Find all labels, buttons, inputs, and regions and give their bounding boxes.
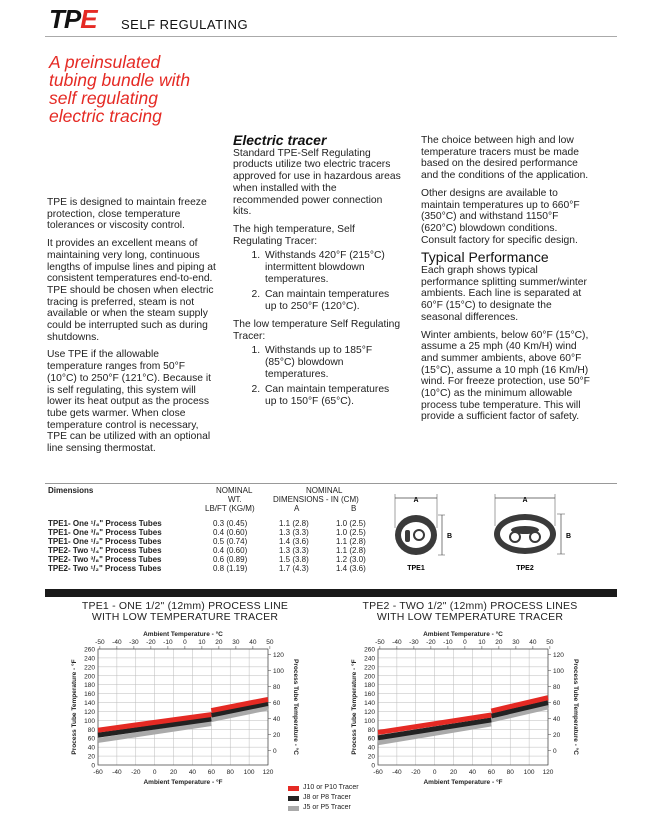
- c-top-tick-label: 30: [232, 639, 240, 646]
- y-tick-label: 40: [87, 744, 95, 752]
- tpe2-dim-a: A: [522, 497, 528, 504]
- table-row: TPE2- Two ³/₈" Process Tubes 0.6 (0.89) 1.5 (3.8) 1.2 (3.0): [48, 555, 366, 564]
- x-tick-label: -60: [93, 769, 103, 776]
- c-top-tick-label: 20: [495, 639, 503, 646]
- header-divider: [45, 36, 617, 37]
- header-wt: WT.: [228, 495, 242, 504]
- y-tick-label: 240: [84, 655, 95, 663]
- c-top-tick-label: 50: [266, 639, 274, 646]
- intro-paragraph: TPE is designed to maintain freeze protection, close temperature tolerances or viscosity control.: [47, 197, 207, 232]
- c-right-tick-label: 0: [553, 748, 557, 756]
- headline-line: electric tracing: [49, 106, 162, 126]
- y-tick-label: 20: [87, 753, 95, 761]
- c-right-tick-label: 120: [273, 651, 284, 659]
- intro-paragraph: It provides an excellent means of maintaining very long, continuous lengths of impulse lines and piping at consistent temperatures end-to-end. TPE should be chosen when electric tracing is preferred, steam is not available or when the steam supply could be interrupted such as during shutdowns.: [47, 238, 216, 343]
- c-top-tick-label: -30: [129, 639, 139, 646]
- low-temp-item: 1. Withstands up to 185°F (85°C) blowdown temperatures.: [263, 345, 403, 380]
- brand-logo: [49, 4, 97, 35]
- table-row: TPE1- One ¹/₂" Process Tubes 0.5 (0.74) 1.4 (3.6) 1.1 (2.8): [48, 537, 366, 546]
- legend-swatch: [288, 786, 299, 791]
- header-b: B: [351, 504, 357, 513]
- y-tick-label: 80: [87, 726, 95, 734]
- low-temp-label: The low temperature Self Regulating Tracer:: [233, 318, 401, 342]
- intro-column: [47, 197, 217, 461]
- other-designs-paragraph: Other designs are available to maintain temperatures up to 660°F (350°C) and withstand 1150°F (620°C) blowdown conditions. Consult factory for specific design.: [421, 187, 580, 246]
- x-tick-label: 100: [523, 769, 535, 776]
- chart2-title-line: TPE2 - TWO 1/2" (12mm) PROCESS LINES: [362, 600, 578, 612]
- c-right-tick-label: 100: [273, 667, 284, 675]
- c-top-tick-label: 50: [546, 639, 554, 646]
- y-tick-label: 180: [84, 682, 95, 690]
- x-tick-label: -20: [131, 769, 141, 776]
- graph-explain-paragraph: Each graph shows typical performance splitting summer/winter ambients. Each line is separated at 60°F (15°C) to designate the seasonal differences.: [421, 265, 587, 323]
- x-axis-label: Ambient Temperature - °F: [423, 779, 503, 786]
- typical-performance-heading: Typical Performance: [421, 249, 549, 266]
- x-tick-label: -40: [112, 769, 122, 776]
- table-row: TPE2- Two ¹/₂" Process Tubes 0.8 (1.19) 1.7 (4.3) 1.4 (3.6): [48, 564, 366, 573]
- brand-subtitle: SELF REGULATING: [121, 17, 249, 32]
- c-right-tick-label: 60: [273, 700, 281, 708]
- c-top-tick-label: -10: [443, 639, 453, 646]
- high-temp-item: 2. Can maintain temperatures up to 250°F (120°C).: [263, 289, 403, 312]
- x-tick-label: 120: [542, 769, 554, 776]
- c-top-tick-label: -50: [375, 639, 385, 646]
- tpe1-label: TPE1: [407, 565, 425, 572]
- low-temp-item: 2. Can maintain temperatures up to 150°F (65°C).: [263, 384, 403, 407]
- y-right-axis-label: Process Tube Temperature - °C: [572, 659, 579, 755]
- section-divider: [45, 483, 617, 484]
- tpe1-diagram: [395, 494, 452, 572]
- x-tick-label: 40: [188, 769, 197, 776]
- y-tick-label: 120: [364, 708, 375, 716]
- x-tick-label: 20: [449, 769, 458, 776]
- x-top-axis-label: Ambient Temperature - °C: [423, 631, 503, 638]
- x-tick-label: 0: [432, 769, 437, 776]
- y-tick-label: 40: [367, 744, 375, 752]
- y-tick-label: 140: [364, 700, 375, 708]
- c-right-tick-label: 40: [553, 716, 561, 724]
- headline-line: A preinsulated: [49, 52, 161, 72]
- header-nominal-dim: NOMINAL: [306, 486, 343, 495]
- y-tick-label: 160: [364, 691, 375, 699]
- c-top-tick-label: -50: [95, 639, 105, 646]
- c-top-tick-label: -20: [146, 639, 156, 646]
- x-axis-label: Ambient Temperature - °F: [143, 779, 223, 786]
- chart2: [330, 625, 600, 797]
- x-tick-label: -40: [392, 769, 402, 776]
- y-tick-label: 220: [84, 664, 95, 672]
- legend-swatch: [288, 796, 299, 801]
- chart1-title-line: TPE1 - ONE 1/2" (12mm) PROCESS LINE: [81, 600, 289, 612]
- x-top-axis-label: Ambient Temperature - °C: [143, 631, 223, 638]
- legend-label: J10 or P10 Tracer: [303, 784, 359, 791]
- chart2-title-line: WITH LOW TEMPERATURE TRACER: [376, 611, 564, 623]
- y-tick-label: 200: [84, 673, 95, 681]
- c-right-tick-label: 100: [553, 667, 564, 675]
- y-tick-label: 0: [371, 762, 375, 770]
- c-top-tick-label: -20: [426, 639, 436, 646]
- c-top-tick-label: 40: [249, 639, 257, 646]
- header-dimensions: DIMENSIONS - IN (CM): [273, 495, 359, 504]
- y-tick-label: 260: [84, 646, 95, 654]
- c-top-tick-label: 40: [529, 639, 537, 646]
- tpe2-label: TPE2: [516, 565, 534, 572]
- c-right-tick-label: 40: [273, 716, 281, 724]
- header-lbft: LB/FT (KG/M): [205, 504, 255, 513]
- dimensions-table: [48, 486, 388, 581]
- table-row: TPE1- One ³/₈" Process Tubes 0.4 (0.60) 1.3 (3.3) 1.0 (2.5): [48, 528, 366, 537]
- y-tick-label: 100: [364, 717, 375, 725]
- x-tick-label: -20: [411, 769, 421, 776]
- chart2-title: [330, 601, 610, 623]
- x-tick-label: 80: [506, 769, 514, 776]
- legend-label: J5 or P5 Tracer: [303, 804, 351, 811]
- tpe2-dim-b: B: [566, 533, 572, 540]
- c-top-tick-label: -40: [112, 639, 122, 646]
- intro-paragraph: Use TPE if the allowable temperature ranges from 50°F (10°C) to 250°F (121°C). Because it is self regulating, this system will lower its heat output as the process tube gets warmer. When close temperature control is necessary, TPE can be utilized with an optional line sensing thermostat.: [47, 349, 212, 455]
- c-top-tick-label: 10: [478, 639, 486, 646]
- headline: [49, 53, 224, 125]
- y-tick-label: 120: [84, 708, 95, 716]
- low-temp-list: [233, 345, 403, 408]
- y-tick-label: 60: [367, 735, 375, 743]
- c-top-tick-label: -10: [163, 639, 173, 646]
- x-tick-label: 40: [468, 769, 477, 776]
- chart1: [50, 625, 320, 797]
- legend-label: J8 or P8 Tracer: [303, 794, 351, 801]
- table-row: TPE2- Two ¹/₄" Process Tubes 0.4 (0.60) 1.3 (3.3) 1.1 (2.8): [48, 546, 366, 555]
- y-tick-label: 0: [91, 762, 95, 770]
- y-axis-label: Process Tube Temperature - °F: [351, 659, 358, 755]
- ambient-paragraph: Winter ambients, below 60°F (15°C), assume a 25 mph (40 Km/H) wind and summer ambients, above 60°F (15°C), assume a 10 mph (16 Km/H) wind. For freeze protection, use 50°F (10°C) as the minimum allowable process tube temperature. This will provide a sufficient factor of safety.: [421, 329, 590, 423]
- c-top-tick-label: 20: [215, 639, 223, 646]
- electric-tracer-intro: Standard TPE-Self Regulating products utilize two electric tracers approved for use in hazardous areas when installed with the recommended power connection kits.: [233, 147, 401, 218]
- chart1-title-line: WITH LOW TEMPERATURE TRACER: [91, 611, 279, 623]
- high-temp-label: The high temperature, Self Regulating Tracer:: [233, 223, 355, 247]
- y-tick-label: 100: [84, 717, 95, 725]
- dimensions-title: Dimensions: [48, 486, 94, 495]
- x-tick-label: 100: [243, 769, 255, 776]
- y-tick-label: 240: [364, 655, 375, 663]
- x-tick-label: 0: [152, 769, 157, 776]
- c-right-tick-label: 20: [553, 732, 561, 740]
- tpe1-dim-a: A: [413, 497, 419, 504]
- y-tick-label: 140: [84, 700, 95, 708]
- electric-tracer-column: [233, 132, 403, 414]
- c-top-tick-label: 30: [512, 639, 520, 646]
- choice-paragraph: The choice between high and low temperature tracers must be made based on the desired performance and the conditions of the application.: [421, 135, 589, 182]
- c-top-tick-label: 0: [183, 639, 187, 646]
- charts-top-bar: [45, 589, 617, 597]
- x-tick-label: 80: [226, 769, 234, 776]
- c-right-tick-label: 60: [553, 700, 561, 708]
- headline-line: tubing bundle with: [49, 70, 191, 90]
- brand-main: TP: [49, 4, 81, 34]
- header-nominal-wt: NOMINAL: [216, 486, 253, 495]
- legend-swatch: [288, 806, 299, 811]
- headline-line: self regulating: [49, 88, 158, 108]
- y-tick-label: 60: [87, 735, 95, 743]
- chart1-title: [50, 601, 320, 623]
- y-right-axis-label: Process Tube Temperature - °C: [292, 659, 299, 755]
- brand-accent: E: [80, 4, 97, 34]
- y-tick-label: 20: [367, 753, 375, 761]
- tpe2-diagram: [494, 494, 571, 572]
- y-tick-label: 180: [364, 682, 375, 690]
- x-tick-label: 120: [262, 769, 274, 776]
- c-right-tick-label: 120: [553, 651, 564, 659]
- x-tick-label: 20: [169, 769, 178, 776]
- table-row: TPE1- One ¹/₄" Process Tubes 0.3 (0.45) 1.1 (2.8) 1.0 (2.5): [48, 519, 366, 528]
- y-tick-label: 200: [364, 673, 375, 681]
- y-axis-label: Process Tube Temperature - °F: [71, 659, 78, 755]
- c-top-tick-label: 10: [198, 639, 206, 646]
- bundle-diagrams: [385, 488, 590, 583]
- y-tick-label: 220: [364, 664, 375, 672]
- c-right-tick-label: 80: [273, 683, 281, 691]
- y-tick-label: 260: [364, 646, 375, 654]
- c-right-tick-label: 20: [273, 732, 281, 740]
- electric-tracer-heading: Electric tracer: [233, 132, 327, 148]
- high-temp-item: 1. Withstands 420°F (215°C) intermittent blowdown temperatures.: [263, 250, 403, 285]
- c-right-tick-label: 80: [553, 683, 561, 691]
- x-tick-label: -60: [373, 769, 383, 776]
- header-a: A: [294, 504, 300, 513]
- high-temp-list: [233, 250, 403, 313]
- c-top-tick-label: 0: [463, 639, 467, 646]
- performance-column: [421, 135, 593, 429]
- x-tick-label: 60: [207, 769, 215, 776]
- y-tick-label: 80: [367, 726, 375, 734]
- x-tick-label: 60: [487, 769, 495, 776]
- c-top-tick-label: -40: [392, 639, 402, 646]
- tpe1-dim-b: B: [447, 533, 453, 540]
- c-top-tick-label: -30: [409, 639, 419, 646]
- c-right-tick-label: 0: [273, 748, 277, 756]
- y-tick-label: 160: [84, 691, 95, 699]
